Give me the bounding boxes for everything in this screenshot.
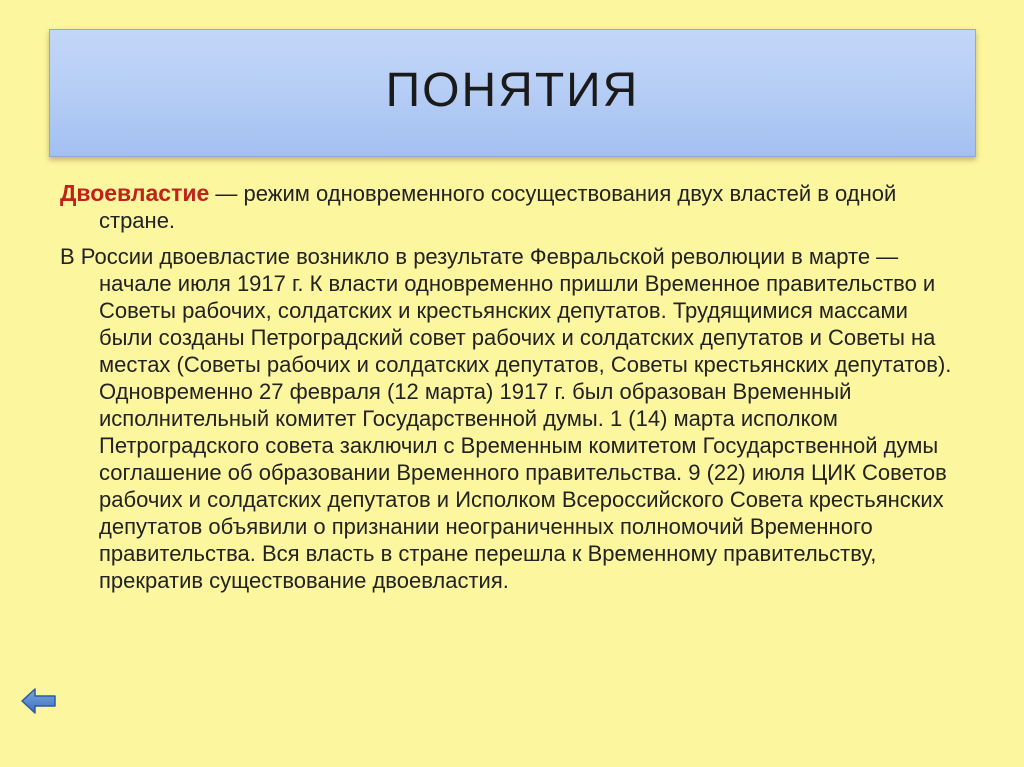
definition-paragraph <box>60 180 965 234</box>
slide-title: ПОНЯТИЯ <box>385 63 640 117</box>
title-box <box>49 29 976 157</box>
definition-text: — режим одновременного сосуществования двух властей в одной стране. <box>99 181 897 233</box>
arrow-left-icon <box>20 686 58 716</box>
body-paragraph: В России двоевластие возникло в результате Февральской революции в марте — начале июля 1917 г. К власти одновременно пришли Временное правительство и Советы рабочих, солдатских и крестьянских депутатов. Трудящимися массами были созданы Петроградский совет рабочих и солдатских депутатов и Советы на местах (Советы рабочих и солдатских депутатов, Советы крестьянских депутатов). Одновременно 27 февраля (12 марта) 1917 г. был образован Временный исполнительный комитет Государственной думы. 1 (14) марта исполком Петроградского совета заключил с Временным комитетом Государственной думы соглашение об образовании Временного правительства. 9 (22) июля ЦИК Советов рабочих и солдатских депутатов и Исполком Всероссийского Совета крестьянских депутатов объявили о признании неограниченных полномочий Временного правительства. Вся власть в стране перешла к Временному правительству, прекратив существование двоевластия. <box>60 244 952 593</box>
back-button[interactable] <box>20 686 58 716</box>
slide-content <box>60 180 965 594</box>
definition-term: Двоевластие <box>60 180 210 206</box>
